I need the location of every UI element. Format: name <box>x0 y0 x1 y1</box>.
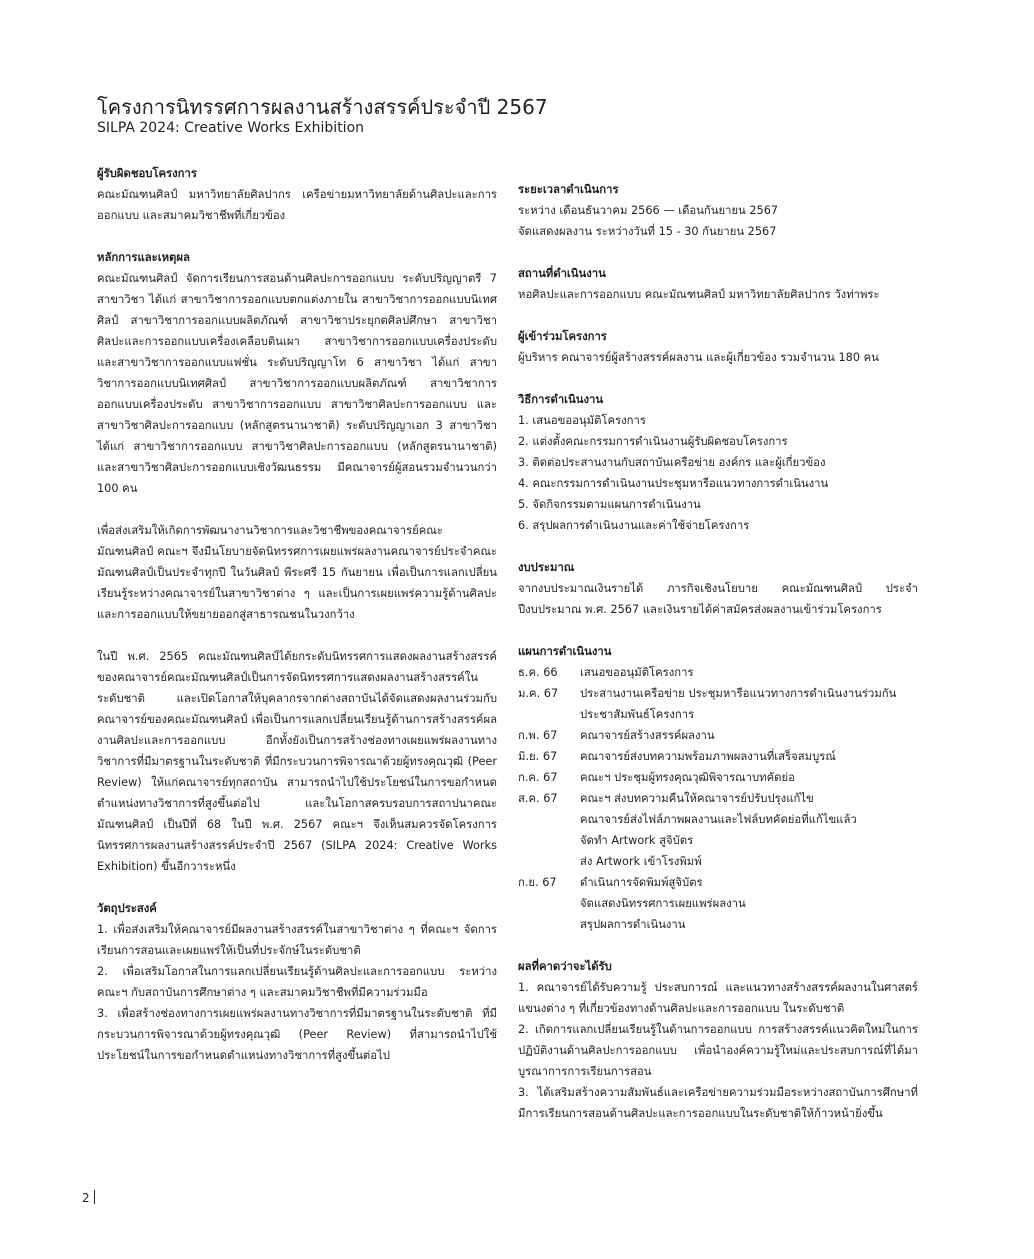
participants-text: ผู้บริหาร คณาจารย์ผู้สร้างสรรค์ผลงาน และผู้เกี่ยวข้อง รวมจำนวน 180 คน <box>518 351 879 364</box>
method-list <box>518 410 918 536</box>
plan-row <box>518 725 918 746</box>
responsible-text: คณะมัณฑนศิลป์ มหาวิทยาลัยศิลปากร เครือข่ายมหาวิทยาลัยด้านศิลปะและการออกแบบ และสมาคมวิชาชีพที่เกี่ยวข้อง <box>97 188 497 222</box>
objective-item: 1. เพื่อส่งเสริมให้คณาจารย์มีผลงานสร้างสรรค์ในสาขาวิชาต่าง ๆ ที่คณะฯ จัดการเรียนการสอนและเผยแพร่ให้เป็นที่ประจักษ์ในระดับชาติ <box>97 923 497 957</box>
page-number-rule <box>94 1190 95 1204</box>
period-line: ระหว่าง เดือนธันวาคม 2566 — เดือนกันยายน 2567 <box>518 204 779 217</box>
method-item: 4. คณะกรรมการดำเนินงานประชุมหารือแนวทางการดำเนินงาน <box>518 477 829 490</box>
rationale-paragraph-2: เพื่อส่งเสริมให้เกิดการพัฒนางานวิชาการและวิชาชีพของคณาจารย์คณะมัณฑนศิลป์ คณะฯ จึงมีนโยบายจัดนิทรรศการเผยแพร่ผลงานคณาจารย์ประจำคณะมัณฑนศิลป์เป็นประจำทุกปี ในวันศิลป์ พีระศรี 15 กันยายน เพื่อเป็นการแลกเปลี่ยนเรียนรู้ระหว่างคณาจารย์ในสาขาวิชาต่าง ๆ และเป็นการเผยแพร่ความรู้ด้านศิลปะและการออกแบบให้ขยายออกสู่สาธารณชนในวงกว้าง <box>97 524 497 621</box>
page-title-block <box>97 95 857 138</box>
plan-month: ก.ย. 67 <box>518 876 557 889</box>
plan-activity: คณะฯ ประชุมผู้ทรงคุณวุฒิพิจารณาบทคัดย่อ <box>580 771 795 784</box>
objectives-heading: วัตถุประสงค์ <box>97 902 157 915</box>
objective-item: 2. เพื่อเสริมโอกาสในการแลกเปลี่ยนเรียนรู้ด้านศิลปะและการออกแบบ ระหว่างคณะฯ กับสถาบันการศึกษาต่าง ๆ และสมาคมวิชาชีพที่มีความร่วมมือ <box>97 965 497 999</box>
plan-heading: แผนการดำเนินงาน <box>518 645 612 658</box>
plan-row <box>518 683 918 725</box>
budget-section <box>518 557 918 620</box>
plan-activity: จัดแสดงนิทรรศการเผยแพร่ผลงาน <box>580 897 746 910</box>
outcome-item: 2. เกิดการแลกเปลี่ยนเรียนรู้ในด้านการออกแบบ การสร้างสรรค์แนวคิดใหม่ในการปฏิบัติงานด้านศิลปะการออกแบบ เพื่อนำองค์ความรู้ใหม่และประสบการณ์ที่ได้มาบูรณาการการเรียนการสอน <box>518 1023 918 1078</box>
plan-activity: ประชาสัมพันธ์โครงการ <box>580 708 695 721</box>
page-title-thai: โครงการนิทรรศการผลงานสร้างสรรค์ประจำปี 2567 <box>97 95 548 119</box>
participants-section <box>518 326 918 368</box>
plan-row <box>518 746 918 767</box>
plan-row <box>518 788 918 872</box>
plan-activity: คณาจารย์ส่งไฟล์ภาพผลงานและไฟล์บทคัดย่อที่แก้ไขแล้ว <box>580 813 857 826</box>
plan-activities <box>580 788 918 872</box>
outcomes-heading: ผลที่คาดว่าจะได้รับ <box>518 960 612 973</box>
objective-item: 3. เพื่อสร้างช่องทางการเผยแพร่ผลงานทางวิชาการที่มีมาตรฐานในระดับชาติ ที่มีกระบวนการพิจารณาด้วยผู้ทรงคุณวุฒิ (Peer Review) ที่สามารถนำไปใช้ประโยชน์ในการขอกำหนดตำแหน่งทางวิชาการที่สูงขึ้นต่อไป <box>97 1007 497 1062</box>
plan-activity: สรุปผลการดำเนินงาน <box>580 918 686 931</box>
outcome-item: 3. ได้เสริมสร้างความสัมพันธ์และเครือข่ายความร่วมมือระหว่างสถาบันการศึกษาที่มีการเรียนการสอนด้านศิลปะและการออกแบบในระดับชาติให้ก้าวหน้ายิ่งขึ้น <box>518 1086 918 1120</box>
venue-section <box>518 263 918 305</box>
outcomes-section <box>518 956 918 1124</box>
plan-activity: คณาจารย์สร้างสรรค์ผลงาน <box>580 729 715 742</box>
right-column <box>518 179 918 1145</box>
method-item: 3. ติดต่อประสานงานกับสถาบันเครือข่าย องค์กร และผู้เกี่ยวข้อง <box>518 456 826 469</box>
rationale-section <box>97 247 497 877</box>
plan-activity: จัดทำ Artwork สูจิบัตร <box>580 834 694 847</box>
plan-month: ส.ค. 67 <box>518 792 558 805</box>
rationale-paragraph-1: คณะมัณฑนศิลป์ จัดการเรียนการสอนด้านศิลปะการออกแบบ ระดับปริญญาตรี 7 สาขาวิชา ได้แก่ สาขาวิชาการออกแบบตกแต่งภายใน สาขาวิชาการออกแบบนิเทศศิลป์ สาขาวิชาการออกแบบผลิตภัณฑ์ สาขาวิชาประยุกตศิลปศึกษา สาขาวิชาศิลปะและการออกแบบเครื่องเคลือบดินเผา สาขาวิชาการออกแบบเครื่องประดับ และสาขาวิชาการออกแบบแฟชั่น ระดับปริญญาโท 6 สาขาวิชา ได้แก่ สาขาวิชาการออกแบบนิเทศศิลป์ สาขาวิชาการออกแบบผลิตภัณฑ์ สาขาวิชาการออกแบบเครื่องประดับ สาขาวิชาการออกแบบ สาขาวิชาศิลปะการออกแบบ และสาขาวิชาศิลปะการออกแบบ (หลักสูตรนานาชาติ) ระดับปริญญาเอก 3 สาขาวิชา ได้แก่ สาขาวิชาการออกแบบ สาขาวิชาศิลปะการออกแบบ (หลักสูตรนานาชาติ) และสาขาวิชาศิลปะการออกแบบเชิงวัฒนธรรม มีคณาจารย์ผู้สอนรวมจำนวนกว่า 100 คน <box>97 272 497 495</box>
plan-activity: ประสานงานเครือข่าย ประชุมหารือแนวทางการดำเนินงานร่วมกัน <box>580 687 897 700</box>
plan-row <box>518 872 918 935</box>
method-item: 6. สรุปผลการดำเนินงานและค่าใช้จ่ายโครงการ <box>518 519 750 532</box>
plan-month: มิ.ย. 67 <box>518 750 558 763</box>
method-item: 5. จัดกิจกรรมตามแผนการดำเนินงาน <box>518 498 701 511</box>
responsible-section <box>97 163 497 226</box>
objectives-section <box>97 898 497 1066</box>
plan-table <box>518 662 918 935</box>
plan-activity: ส่ง Artwork เข้าโรงพิมพ์ <box>580 855 702 868</box>
plan-row <box>518 767 918 788</box>
plan-activities <box>580 662 918 683</box>
plan-activities <box>580 725 918 746</box>
plan-activities <box>580 767 918 788</box>
budget-heading: งบประมาณ <box>518 561 575 574</box>
plan-month: ก.พ. 67 <box>518 729 558 742</box>
plan-activities <box>580 683 918 725</box>
venue-text: หอศิลปะและการออกแบบ คณะมัณฑนศิลป์ มหาวิทยาลัยศิลปากร วังท่าพระ <box>518 288 880 301</box>
plan-activity: เสนอขออนุมัติโครงการ <box>580 666 694 679</box>
responsible-heading: ผู้รับผิดชอบโครงการ <box>97 167 197 180</box>
page-number-text: 2 <box>82 1191 90 1205</box>
period-heading: ระยะเวลาดำเนินการ <box>518 183 619 196</box>
page-number <box>82 1188 95 1208</box>
outcome-item: 1. คณาจารย์ได้รับความรู้ ประสบการณ์ และแนวทางสร้างสรรค์ผลงานในศาสตร์แขนงต่าง ๆ ที่เกี่ยวข้องทางด้านศิลปะและการออกแบบ ในระดับชาติ <box>518 981 918 1015</box>
plan-activity: คณาจารย์ส่งบทความพร้อมภาพผลงานที่เสร็จสมบูรณ์ <box>580 750 836 763</box>
plan-activity: ดำเนินการจัดพิมพ์สูจิบัตร <box>580 876 703 889</box>
budget-text: จากงบประมาณเงินรายได้ ภารกิจเชิงนโยบาย คณะมัณฑนศิลป์ ประจำปีงบประมาณ พ.ศ. 2567 และเงินรายได้ค่าสมัครส่งผลงานเข้าร่วมโครงการ <box>518 582 918 616</box>
period-section <box>518 179 918 242</box>
plan-activities <box>580 872 918 935</box>
plan-month: ม.ค. 67 <box>518 687 559 700</box>
objectives-list <box>97 919 497 1066</box>
method-item: 1. เสนอขออนุมัติโครงการ <box>518 414 646 427</box>
participants-heading: ผู้เข้าร่วมโครงการ <box>518 330 607 343</box>
outcomes-list <box>518 977 918 1124</box>
method-item: 2. แต่งตั้งคณะกรรมการดำเนินงานผู้รับผิดชอบโครงการ <box>518 435 788 448</box>
method-heading: วิธีการดำเนินงาน <box>518 393 604 406</box>
period-line: จัดแสดงผลงาน ระหว่างวันที่ 15 - 30 กันยายน 2567 <box>518 225 777 238</box>
plan-activity: คณะฯ ส่งบทความคืนให้คณาจารย์ปรับปรุงแก้ไข <box>580 792 814 805</box>
plan-month: ก.ค. 67 <box>518 771 558 784</box>
left-column <box>97 163 497 1087</box>
rationale-heading: หลักการและเหตุผล <box>97 251 190 264</box>
venue-heading: สถานที่ดำเนินงาน <box>518 267 606 280</box>
plan-row <box>518 662 918 683</box>
plan-month: ธ.ค. 66 <box>518 666 558 679</box>
page-title-english: SILPA 2024: Creative Works Exhibition <box>97 120 365 136</box>
plan-section <box>518 641 918 935</box>
rationale-paragraph-3: ในปี พ.ศ. 2565 คณะมัณฑนศิลป์ได้ยกระดับนิทรรศการแสดงผลงานสร้างสรรค์ของคณาจารย์คณะมัณฑนศิลป์เป็นการจัดนิทรรศการแสดงผลงานสร้างสรรค์ในระดับชาติ และเปิดโอกาสให้บุคลากรจากต่างสถาบันได้จัดแสดงผลงานร่วมกับคณาจารย์ของคณะมัณฑนศิลป์ เพื่อเป็นการแลกเปลี่ยนเรียนรู้ด้านการสร้างสรรค์ผลงานศิลปะและการออกแบบ อีกทั้งยังเป็นการสร้างช่องทางเผยแพร่ผลงานทางวิชาการที่มีมาตรฐานในระดับชาติ ที่มีกระบวนการพิจารณาด้วยผู้ทรงคุณวุฒิ (Peer Review) ให้แก่คณาจารย์ทุกสถาบัน สามารถนำไปใช้ประโยชน์ในการขอกำหนดตำแหน่งทางวิชาการที่สูงขึ้นต่อไป และในโอกาสครบรอบการสถาปนาคณะมัณฑนศิลป์ เป็นปีที่ 68 ในปี พ.ศ. 2567 คณะฯ จึงเห็นสมควรจัดโครงการนิทรรศการผลงานสร้างสรรค์ประจำปี 2567 (SILPA 2024: Creative Works Exhibition) ขึ้นอีกวาระหนึ่ง <box>97 650 497 873</box>
plan-activities <box>580 746 918 767</box>
method-section <box>518 389 918 536</box>
